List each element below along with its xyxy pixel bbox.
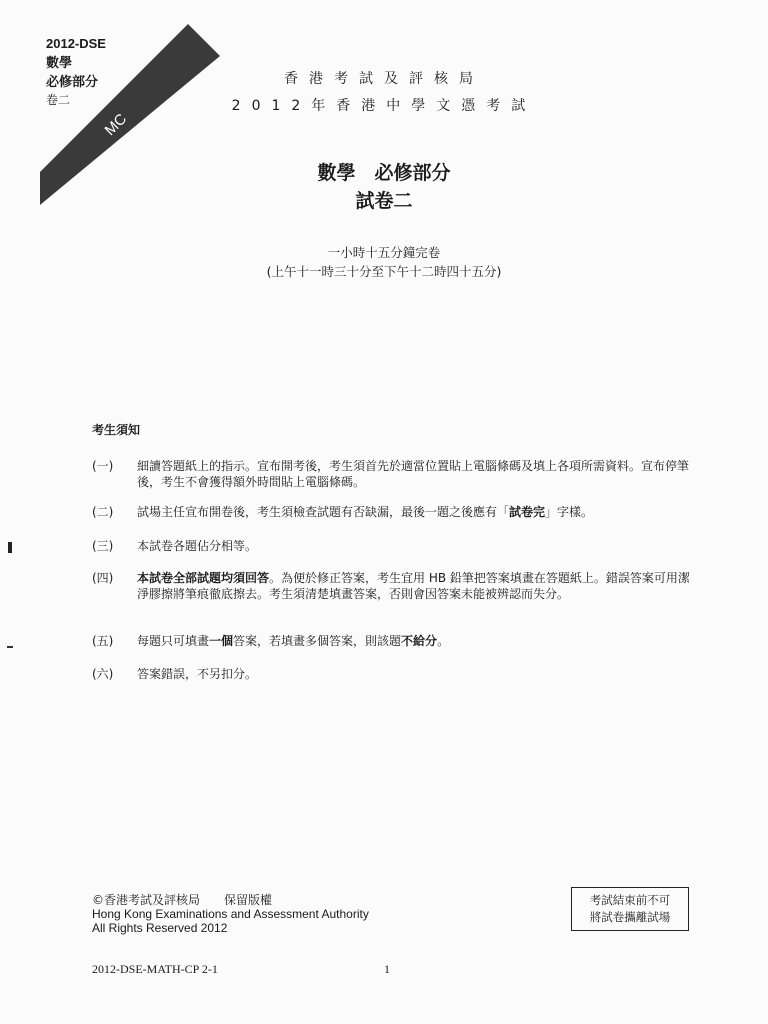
item-text: 試場主任宣布開卷後，考生須檢查試題有否缺漏，最後一題之後應有「試卷完」字樣。 [137,505,594,519]
item-text: 答案錯誤，不另扣分。 [137,667,258,681]
paper-label: 卷二 [46,93,71,107]
copyright-cn: ©香港考試及評核局 保留版權 [92,893,273,907]
subject-label: 數學 [46,55,73,70]
page-title: 數學 必修部分 [317,162,451,184]
item-text: 每題只可填畫一個答案，若填畫多個答案，則該題不給分。 [137,634,450,648]
copyright-block [92,893,369,935]
item-number: (二) [92,505,114,519]
item-number: (三) [92,539,114,553]
band-label: MC [101,110,131,140]
item-number: (一) [92,459,114,473]
notice-line-2: 將試卷攜離試場 [589,910,671,924]
authority-line: 香港考試及評核局 [284,71,484,87]
time-range: (上午十一時三十分至下午十二時四十五分) [266,264,502,279]
scan-mark [7,646,13,648]
item-number: (六) [92,667,114,681]
item-number: (五) [92,634,114,648]
instructions-heading: 考生須知 [92,423,141,437]
item-text: 細讀答題紙上的指示。宣布開考後，考生須首先於適當位置貼上電腦條碼及填上各項所需資料。宣布停筆後，考生不會獲得額外時間貼上電腦條碼。 [137,459,690,489]
copyright-en-2: All Rights Reserved 2012 [92,921,228,935]
notice-line-1: 考試結束前不可 [589,893,671,907]
paper-code: 2012-DSE-MATH-CP 2-1 [92,962,218,976]
duration: 一小時十五分鐘完卷 [327,245,441,260]
scan-mark [8,542,12,553]
page-subtitle: 試卷二 [355,190,413,212]
exam-line: 2012年香港中學文憑考試 [231,98,537,114]
item-number: (四) [92,571,114,585]
page-number: 1 [384,962,390,976]
item-text: 本試卷全部試題均須回答。為便於修正答案，考生宜用 HB 鉛筆把答案填畫在答題紙上。錯誤答案可用潔淨膠擦將筆痕徹底擦去。考生須清楚填畫答案，否則會因答案未能被辨認而失分。 [137,571,690,601]
notice-box [571,887,689,931]
part-label: 必修部分 [46,74,99,89]
item-text: 本試卷各題佔分相等。 [137,539,258,553]
exam-code: 2012-DSE [46,36,106,51]
copyright-en-1: Hong Kong Examinations and Assessment Authority [92,907,369,921]
